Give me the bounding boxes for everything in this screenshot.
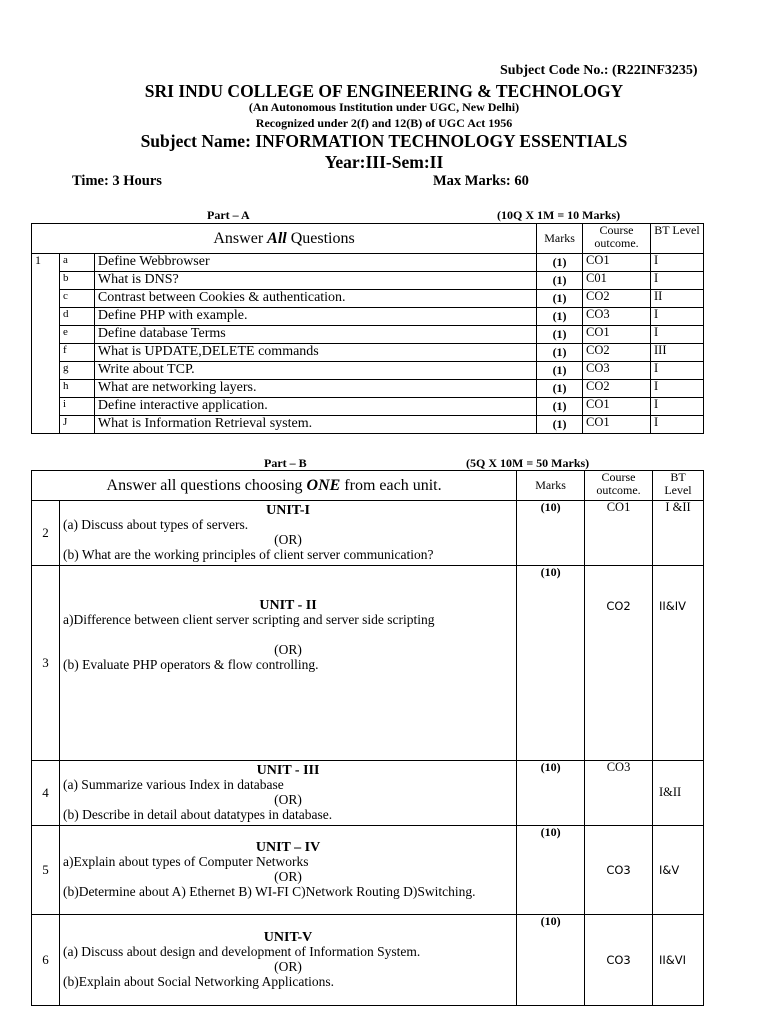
- question-number: 6: [32, 915, 60, 1006]
- year-sem: [0, 152, 768, 173]
- part-a-title: Part – A: [207, 208, 250, 222]
- question-text: What is UPDATE,DELETE commands: [94, 344, 536, 362]
- course-outcome-cell: CO3: [585, 826, 653, 915]
- option-a-text: (a) Discuss about design and development of Information System.: [62, 944, 421, 960]
- part-b-row: [32, 501, 704, 566]
- bt-level-cell: II&VI: [653, 915, 704, 1006]
- unit-question-cell: [59, 761, 516, 826]
- option-a-text: (a) Discuss about types of servers.: [62, 517, 249, 533]
- part-b-row: [32, 566, 704, 761]
- part-b-row: [32, 915, 704, 1006]
- course-outcome-cell: CO1: [585, 501, 653, 566]
- part-a-row: [32, 272, 704, 290]
- sub-question-letter: b: [59, 272, 94, 290]
- course-outcome-cell: CO3: [585, 761, 653, 826]
- unit-title: UNIT – IV: [255, 840, 321, 856]
- col-bt-level: BT Level: [651, 224, 704, 254]
- course-outcome-cell: CO2: [583, 344, 651, 362]
- marks-cell: (1): [537, 254, 583, 272]
- bt-level-cell: I: [651, 416, 704, 434]
- col-course-outcome: Course outcome.: [585, 471, 653, 501]
- year-label: Year:: [324, 152, 366, 172]
- instr-post: Questions: [286, 229, 355, 247]
- marks-cell: (10): [517, 761, 585, 826]
- course-outcome-cell: CO2: [585, 566, 653, 761]
- course-outcome-cell: CO3: [583, 308, 651, 326]
- option-b-text: (b) What are the working principles of client server communication?: [62, 547, 434, 563]
- college-name: SRI INDU COLLEGE OF ENGINEERING & TECHNOLOGY: [144, 81, 624, 101]
- or-separator: (OR): [274, 792, 302, 808]
- part-a-row: [32, 362, 704, 380]
- subject-name-label: Subject Name:: [140, 131, 251, 151]
- part-a-header-row: [32, 224, 704, 254]
- sub-question-letter: e: [59, 326, 94, 344]
- part-b-title: Part – B: [264, 456, 307, 470]
- sub-question-letter: i: [59, 398, 94, 416]
- col-bt-level: BT Level: [653, 471, 704, 501]
- option-a-text: (a) Summarize various Index in database: [62, 777, 284, 793]
- course-outcome-cell: CO1: [583, 254, 651, 272]
- subject-code: Subject Code No.: (R22INF3235): [500, 63, 698, 78]
- course-outcome-cell: CO1: [583, 326, 651, 344]
- part-b-header-row: [32, 471, 704, 501]
- unit-question-cell: [59, 566, 516, 761]
- question-number: 2: [32, 501, 60, 566]
- sub-question-letter: d: [59, 308, 94, 326]
- col-marks: Marks: [537, 224, 583, 254]
- question-text: Contrast between Cookies & authentication.: [94, 290, 536, 308]
- part-b-marks-info: (5Q X 10M = 50 Marks): [466, 456, 590, 470]
- bt-level-cell: II: [651, 290, 704, 308]
- marks-cell: (10): [517, 501, 585, 566]
- option-b-text: (b)Explain about Social Networking Applications.: [62, 974, 335, 990]
- max-marks: Max Marks: 60: [433, 173, 529, 189]
- sub-question-letter: J: [59, 416, 94, 434]
- bt-level-cell: I: [651, 398, 704, 416]
- instr-post: from each unit.: [340, 476, 442, 494]
- question-text: Define Webbrowser: [94, 254, 536, 272]
- question-number: 5: [32, 826, 60, 915]
- recognized-line: Recognized under 2(f) and 12(B) of UGC Act 1956: [255, 116, 513, 130]
- time-duration: Time: 3 Hours: [72, 173, 162, 189]
- part-a-table: [31, 223, 704, 434]
- part-a-row: [32, 290, 704, 308]
- question-number: 1: [32, 254, 60, 434]
- part-a-row: [32, 344, 704, 362]
- marks-cell: (1): [537, 398, 583, 416]
- spacer: [63, 673, 513, 728]
- instr-pre: Answer all questions choosing: [106, 476, 307, 494]
- unit-title: UNIT - II: [259, 598, 317, 614]
- subject-name: [0, 131, 768, 152]
- or-separator: (OR): [274, 532, 302, 548]
- part-a-row: [32, 380, 704, 398]
- question-number: 4: [32, 761, 60, 826]
- part-a-row: [32, 398, 704, 416]
- course-outcome-cell: C01: [583, 272, 651, 290]
- part-b-row: [32, 826, 704, 915]
- part-a-row: [32, 308, 704, 326]
- part-a-instruction: [32, 224, 537, 254]
- marks-cell: (10): [517, 566, 585, 761]
- bt-level-cell: I&V: [653, 826, 704, 915]
- col-marks: Marks: [517, 471, 585, 501]
- option-b-text: (b)Determine about A) Ethernet B) WI-FI C)Network Routing D)Switching.: [62, 884, 476, 900]
- col-course-outcome: Course outcome.: [583, 224, 651, 254]
- option-b-text: (b) Evaluate PHP operators & flow controlling.: [62, 657, 319, 673]
- marks-cell: (1): [537, 290, 583, 308]
- marks-cell: (1): [537, 308, 583, 326]
- autonomous-line: (An Autonomous Institution under UGC, New Delhi): [248, 100, 520, 114]
- marks-cell: (1): [537, 380, 583, 398]
- sub-question-letter: g: [59, 362, 94, 380]
- course-outcome-cell: CO2: [583, 380, 651, 398]
- bt-level-cell: I: [651, 380, 704, 398]
- part-b-instruction: [32, 471, 517, 501]
- bt-level-cell: I: [651, 272, 704, 290]
- option-a-text: a)Explain about types of Computer Networks: [62, 854, 309, 870]
- course-outcome-cell: CO2: [583, 290, 651, 308]
- year-value: III-Sem:II: [365, 152, 444, 172]
- or-separator: (OR): [274, 642, 302, 658]
- course-outcome-cell: CO3: [583, 362, 651, 380]
- part-a-row: [32, 416, 704, 434]
- spacer: [63, 628, 513, 643]
- bt-level-cell: I &II: [653, 501, 704, 566]
- question-text: What is DNS?: [94, 272, 536, 290]
- marks-cell: (1): [537, 326, 583, 344]
- question-text: Write about TCP.: [94, 362, 536, 380]
- marks-cell: (10): [517, 915, 585, 1006]
- marks-cell: (1): [537, 272, 583, 290]
- or-separator: (OR): [274, 959, 302, 975]
- part-a-row: [32, 326, 704, 344]
- sub-question-letter: f: [59, 344, 94, 362]
- part-b-table: [31, 470, 704, 1006]
- instr-pre: Answer: [213, 229, 268, 247]
- instr-emphasis: All: [267, 229, 287, 247]
- subject-name-value: INFORMATION TECHNOLOGY ESSENTIALS: [255, 131, 628, 151]
- question-text: What are networking layers.: [94, 380, 536, 398]
- marks-cell: (1): [537, 344, 583, 362]
- marks-cell: (1): [537, 362, 583, 380]
- course-outcome-cell: CO1: [583, 398, 651, 416]
- bt-level-cell: III: [651, 344, 704, 362]
- part-b-row: [32, 761, 704, 826]
- unit-question-cell: [59, 915, 516, 1006]
- bt-level-cell: I&II: [653, 761, 704, 826]
- marks-cell: (1): [537, 416, 583, 434]
- sub-question-letter: h: [59, 380, 94, 398]
- question-text: Define interactive application.: [94, 398, 536, 416]
- bt-level-cell: I: [651, 362, 704, 380]
- sub-question-letter: a: [59, 254, 94, 272]
- question-text: What is Information Retrieval system.: [94, 416, 536, 434]
- course-outcome-cell: CO1: [583, 416, 651, 434]
- question-number: 3: [32, 566, 60, 761]
- option-b-text: (b) Describe in detail about datatypes in database.: [62, 807, 333, 823]
- or-separator: (OR): [274, 869, 302, 885]
- bt-level-cell: I: [651, 308, 704, 326]
- question-text: Define PHP with example.: [94, 308, 536, 326]
- unit-title: UNIT-I: [266, 503, 310, 519]
- unit-title: UNIT-V: [263, 930, 313, 946]
- unit-title: UNIT - III: [256, 763, 320, 779]
- part-a-row: [32, 254, 704, 272]
- instr-emphasis: ONE: [306, 476, 341, 494]
- sub-question-letter: c: [59, 290, 94, 308]
- course-outcome-cell: CO3: [585, 915, 653, 1006]
- question-text: Define database Terms: [94, 326, 536, 344]
- option-a-text: a)Difference between client server scripting and server side scripting: [62, 612, 435, 628]
- bt-level-cell: I: [651, 326, 704, 344]
- unit-question-cell: [59, 826, 516, 915]
- part-a-marks-info: (10Q X 1M = 10 Marks): [497, 208, 621, 222]
- unit-question-cell: [59, 501, 516, 566]
- marks-cell: (10): [517, 826, 585, 915]
- bt-level-cell: I: [651, 254, 704, 272]
- bt-level-cell: II&IV: [653, 566, 704, 761]
